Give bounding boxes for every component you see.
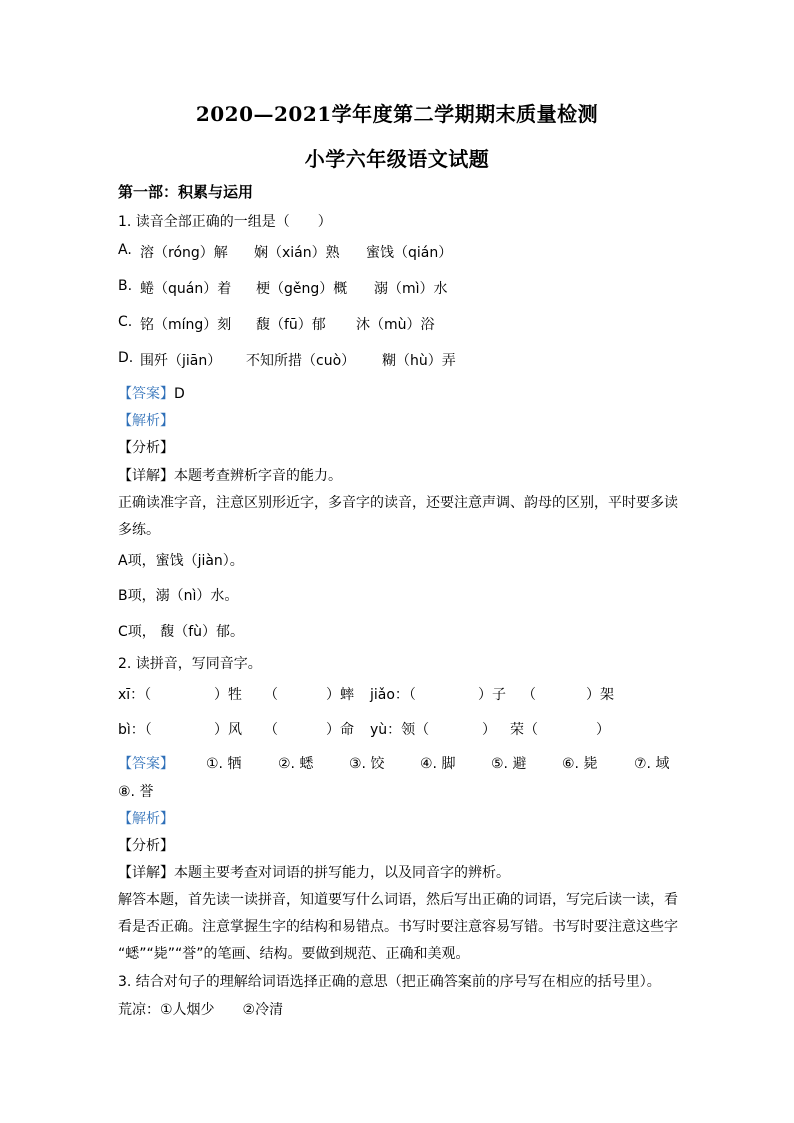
q2-answer-last: ⑧. 誉 (118, 784, 154, 800)
q2-fenxi: 【分析】 (118, 838, 174, 854)
option-label: A. (118, 242, 132, 258)
q3-stem: 3. 结合对句子的理解给词语选择正确的意思（把正确答案前的序号写在相应的括号里）。 (118, 974, 661, 990)
q1-paragraph-line-1: 正确读准字音，注意区别形近字，多音字的读音，还要注意声调、韵母的区别，平时要多读 (118, 495, 678, 511)
q2-analysis-tag: 【解析】 (118, 811, 174, 827)
option-item: 蜷（quán）着 (140, 281, 232, 297)
option-item: 围歼（jiān） (140, 353, 222, 369)
pinyin-prompt: （ (264, 722, 278, 738)
answer-tag: 【答案】 (118, 386, 174, 402)
answer-value: D (174, 386, 185, 402)
option-item: 沐（mù）浴 (356, 317, 435, 333)
q2-paragraph-line-2: 看是否正确。注意掌握生字的结构和易错点。书写时要注意容易写错。书写时要注意这些字 (118, 919, 678, 935)
q1-paragraph-line-2: 多练。 (118, 522, 160, 538)
pinyin-suffix: ）风 (214, 722, 242, 738)
pinyin-suffix: ）架 (586, 687, 614, 703)
q1-analysis-tag: 【解析】 (118, 413, 174, 429)
answer-tag: 【答案】 (118, 756, 174, 772)
q1-option-c (118, 314, 678, 334)
pinyin-suffix: ） (596, 722, 610, 738)
q1-note-b: B项，溺（nì）水。 (118, 588, 239, 604)
q2-detail (118, 862, 510, 882)
pinyin-suffix: ）牲 (214, 687, 242, 703)
answer-item: ②. 蟋 (278, 756, 314, 772)
pinyin-suffix: ）蟀 (326, 687, 354, 703)
pinyin-prompt: xī：（ (118, 687, 152, 703)
option-item: 蜜饯（qián） (366, 245, 453, 261)
answer-item: ①. 牺 (206, 756, 242, 772)
q2-pinyin-row-1 (118, 684, 678, 704)
q1-stem: 1. 读音全部正确的一组是（ ） (118, 214, 332, 230)
q1-note-c: C项， 馥（fù）郁。 (118, 624, 245, 640)
option-item: 不知所措（cuò） (246, 353, 356, 369)
q1-fenxi: 【分析】 (118, 440, 174, 456)
answer-item: ③. 饺 (349, 756, 385, 772)
option-item: 馥（fū）郁 (256, 317, 326, 333)
q3-line: 荒凉：①人烟少 ②冷清 (118, 1002, 284, 1018)
q1-detail (118, 465, 342, 485)
detail-tag: 【详解】 (118, 468, 174, 484)
answer-item: ④. 脚 (420, 756, 456, 772)
q1-option-b (118, 278, 678, 298)
pinyin-prompt: （ (264, 687, 278, 703)
option-item: 娴（xián）熟 (254, 245, 340, 261)
pinyin-prompt: jiǎo：（ (370, 687, 416, 703)
option-item: 梗（gěng）概 (256, 281, 348, 297)
detail-text: 本题主要考查对词语的拼写能力，以及同音字的辨析。 (174, 865, 510, 881)
q1-option-d (118, 350, 678, 370)
pinyin-prompt: yù：领（ (370, 722, 430, 738)
exam-title: 2020—2021学年度第二学期期末质量检测 (195, 102, 599, 126)
q1-note-a: A项，蜜饯（jiàn）。 (118, 553, 244, 569)
option-item: 溶（róng）解 (140, 245, 228, 261)
answer-item: ⑤. 避 (491, 756, 527, 772)
q2-paragraph-line-3: “蟋”“毙”“誉”的笔画、结构。要做到规范、正确和美观。 (118, 946, 470, 962)
option-item: 糊（hù）弄 (382, 353, 456, 369)
answer-item: ⑥. 毙 (562, 756, 598, 772)
pinyin-suffix: ）命 (326, 722, 354, 738)
option-label: B. (118, 278, 133, 294)
q2-answer (118, 753, 678, 773)
option-item: 铭（míng）刻 (140, 317, 232, 333)
q2-paragraph-line-1: 解答本题，首先读一读拼音，知道要写什么词语，然后写出正确的词语，写完后读一读，看 (118, 892, 678, 908)
option-label: C. (118, 314, 133, 330)
exam-subtitle: 小学六年级语文试题 (304, 147, 490, 171)
section-title: 第一部：积累与运用 (118, 183, 254, 201)
detail-text: 本题考查辨析字音的能力。 (174, 468, 342, 484)
q1-answer (118, 383, 185, 403)
pinyin-prompt: bì：（ (118, 722, 152, 738)
q2-pinyin-row-2 (118, 719, 678, 739)
option-item: 溺（mì）水 (374, 281, 448, 297)
pinyin-prompt: 荣（ (510, 722, 538, 738)
detail-tag: 【详解】 (118, 865, 174, 881)
q1-option-a (118, 242, 678, 262)
pinyin-suffix: ） (482, 722, 496, 738)
pinyin-prompt: （ (522, 687, 536, 703)
pinyin-suffix: ）子 (478, 687, 506, 703)
answer-item: ⑦. 域 (634, 756, 670, 772)
q2-stem: 2. 读拼音，写同音字。 (118, 656, 262, 672)
option-label: D. (118, 350, 134, 366)
